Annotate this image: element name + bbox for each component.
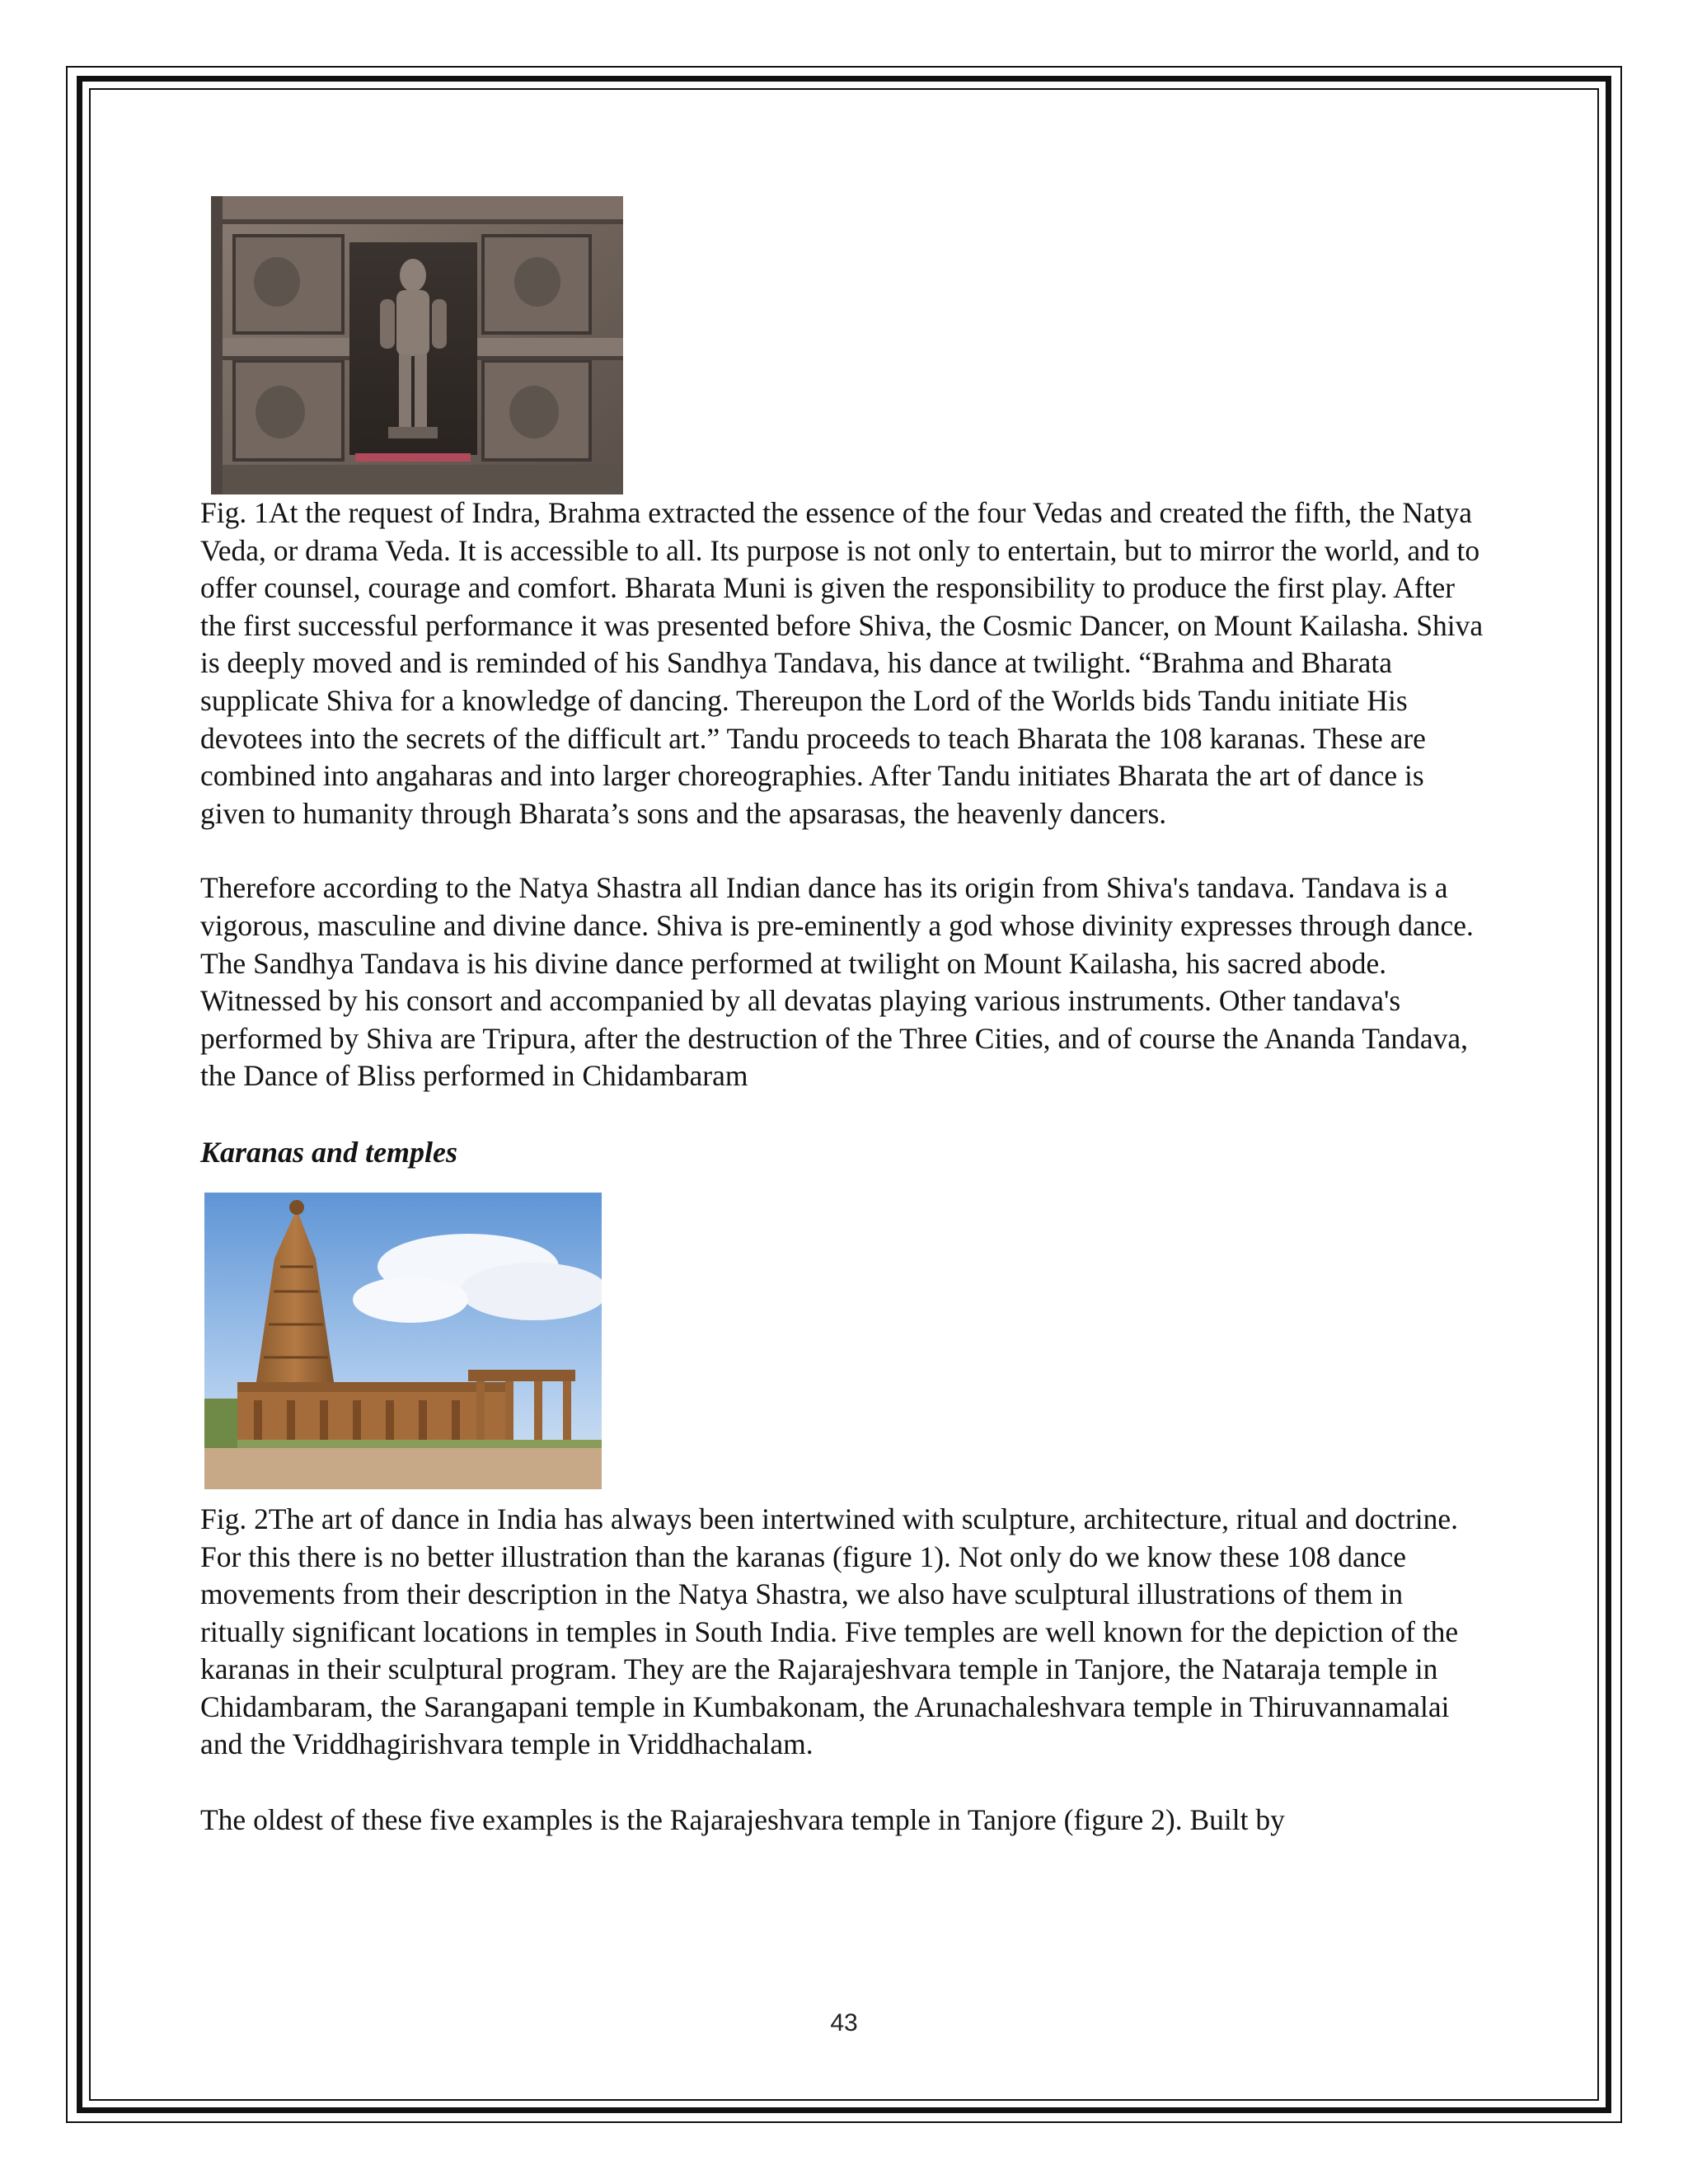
rajarajeshvara-paragraph: The oldest of these five examples is the Rajarajeshvara temple in Tanjore (figure 2). Built by xyxy=(200,1803,1285,1837)
figure-2-image xyxy=(204,1193,602,1489)
figure-1-image xyxy=(211,196,623,494)
section-heading: Karanas and temples xyxy=(200,1135,458,1169)
figure-1-caption-paragraph: Fig. 1At the request of Indra, Brahma extracted the essence of the four Vedas and created the fifth, the Natya Veda, or drama Veda. It is accessible to all. Its purpose is not only to entertain, but to mirror the world, and to offer counsel, courage and comfort. Bharata Muni is given the responsibility to produce the first play. After the first successful performance it was presented before Shiva, the Cosmic Dancer, on Mount Kailasha. Shiva is deeply moved and is reminded of his Sandhya Tandava, his dance at twilight. “Brahma and Bharata supplicate Shiva for a knowledge of dancing. Thereupon the Lord of the Worlds bids Tandu initiate His devotees into the secrets of the difficult art.” Tandu proceeds to teach Bharata the 108 karanas. These are combined into angaharas and into larger choreographies. After Tandu initiates Bharata the art of dance is given to humanity through Bharata’s sons and the apsarasas, the heavenly dancers. xyxy=(200,496,1484,830)
figure-2-caption-paragraph: Fig. 2The art of dance in India has always been intertwined with sculpture, architecture, ritual and doctrine. For this there is no better illustration than the karanas (figure 1). Not only do we know these 108 dance movements from their description in the Natya Shastra, we also have sculptural illustrations of them in ritually significant locations in temples in South India. Five temples are well known for the depiction of the karanas in their sculptural program. They are the Rajarajeshvara temple in Tanjore, the Nataraja temple in Chidambaram, the Sarangapani temple in Kumbakonam, the Arunachaleshvara temple in Thiruvannamalai and the Vriddhagirishvara temple in Vriddhachalam. xyxy=(200,1502,1459,1761)
tandava-origin-paragraph: Therefore according to the Natya Shastra all Indian dance has its origin from Shiva's tandava. Tandava is a vigorous, masculine and divine dance. Shiva is pre-eminently a god whose divinity expresses through dance. The Sandhya Tandava is his divine dance performed at twilight on Mount Kailasha, his sacred abode. Witnessed by his consort and accompanied by all devatas playing various instruments. Other tandava's performed by Shiva are Tripura, after the destruction of the Three Cities, and of course the Ananda Tandava, the Dance of Bliss performed in Chidambaram xyxy=(200,871,1474,1093)
page-content xyxy=(200,196,1486,1840)
page-number: 43 xyxy=(830,2009,858,2036)
